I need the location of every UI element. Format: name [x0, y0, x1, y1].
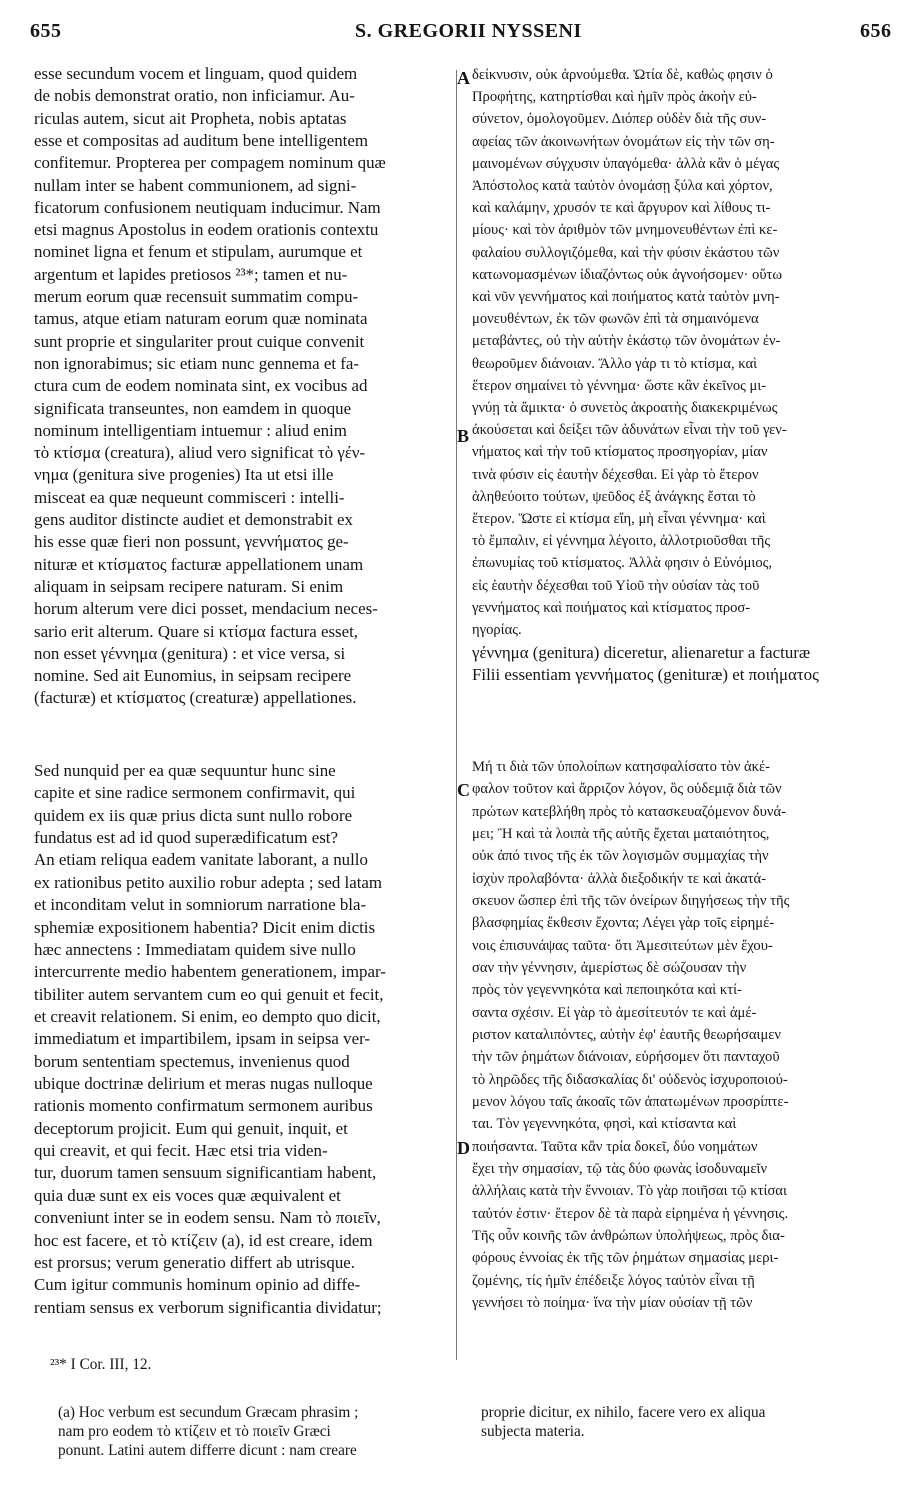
latin-line: intercurrente medio habentem generationem, impar- — [34, 962, 386, 982]
latin-line: esse secundum vocem et linguam, quod quidem — [34, 64, 358, 83]
greek-line: καὶ καλάμην, χρυσόν τε καὶ ἄργυρον καὶ λίθους τι- — [472, 200, 771, 217]
latin-line: misceat ea quæ nequeunt commisceri : intelli- — [34, 487, 345, 507]
greek-line: εἰς ἑαυτὴν δέχεσθαι τοῦ Υἱοῦ τὴν οὐσίαν τὰς τοῦ — [472, 577, 760, 594]
greek-line: ποιήσαντα. Ταῦτα κἂν τρία δοκεῖ, δύο νοημάτων — [472, 1138, 758, 1155]
greek-line: θεωροῦμεν διάνοιαν. Ἄλλο γάρ τι τὸ κτίσμα, καὶ — [472, 355, 758, 372]
section-marker-b: B — [457, 426, 470, 446]
section-marker-d: D — [457, 1138, 470, 1158]
greek-line: βλασφημίας ἔκθεσιν ἔχοντα; Λέγει γὰρ τοῖς εἰρημέ- — [472, 915, 775, 932]
latin-line: τὸ κτίσμα (creatura), aliud vero significat τὸ γέν- — [34, 443, 366, 463]
greek-line: γεννήματος καὶ ποιήματος καὶ κτίσματος προσ- — [472, 599, 751, 616]
greek-line: Ἀπόστολος κατὰ ταὐτὸν ὀνομάσῃ ξύλα καὶ χόρτον, — [472, 178, 773, 194]
greek-line: νοις ἐπισυνάψας ταῦτα· ὅτι Ἀμεσιτεύτων μὲν ἔχου- — [472, 937, 773, 954]
latin-line: rationis momento confirmatum sermonem auribus — [34, 1096, 373, 1116]
greek-line: γέννημα (genitura) diceretur, alienaretur a facturæ — [472, 643, 811, 663]
latin-line: nominet ligna et fenum et stipulam, aurumque et — [34, 242, 363, 262]
latin-line: gens auditor distincte audiet et demonstrabit ex — [34, 510, 353, 529]
latin-line: argentum et lapides pretiosos ²³*; tamen et nu- — [34, 264, 348, 284]
greek-line: ζομένης, τίς ἡμῖν ἐπέδειξε λόγος ταὐτὸν εἶναι τῇ — [472, 1272, 755, 1289]
greek-line: φαλον τοῦτον καὶ ἄρριζον λόγον, ὃς οὐδεμιᾷ διὰ τῶν — [472, 781, 782, 798]
greek-line: νήματος καὶ τὴν τοῦ κτίσματος προσηγορίαν, μίαν — [472, 444, 768, 461]
latin-line: ctura cum de eodem nominata sint, ex vocibus ad — [34, 376, 368, 396]
greek-line: τὸ ληρῶδες τῆς διδασκαλίας δι' οὐδενὸς ἰσχυροποιού- — [472, 1071, 788, 1088]
footnote-line: nam pro eodem τὸ κτίζειν et τὸ ποιεῖν Græci — [58, 1423, 331, 1440]
latin-line: ficatorum confusionem neutiquam inducimur. Nam — [34, 197, 381, 217]
latin-line: quia duæ sunt ex eis voces quæ æquivalent et — [34, 1185, 341, 1205]
greek-line: σαντα σχέσιν. Εἰ γὰρ τὸ ἀμεσίτευτόν τε καὶ ἀμέ- — [472, 1004, 757, 1021]
latin-line: nullam inter se habent communionem, ad signi- — [34, 175, 357, 195]
latin-line: confitemur. Propterea per compagem nominum quæ — [34, 153, 386, 173]
latin-line: aliquam in seipsam recipere naturam. Si enim — [34, 576, 344, 596]
greek-line: ταὐτόν ἐστιν· ἕτερον δὲ τὰ παρὰ εἰρημένα ἡ γέννησις. — [472, 1205, 789, 1222]
column-divider — [456, 70, 457, 1360]
latin-line: etsi magnus Apostolus in eodem orationis contextu — [34, 220, 379, 240]
latin-line: tur, duorum tamen sensuum significantiam habent, — [34, 1163, 377, 1183]
greek-line: ἀκούσεται καὶ δείξει τῶν ἀδυνάτων εἶναι τὴν τοῦ γεν- — [472, 422, 787, 439]
greek-line: μεταβάντες, οὐ τὴν αὐτὴν ἑκάστῳ τῶν ὀνομάτων ἐν- — [472, 333, 781, 350]
footnote-line: proprie dicitur, ex nihilo, facere vero ex aliqua — [481, 1404, 766, 1421]
page-number-right: 656 — [860, 20, 892, 42]
latin-line: νημα (genitura sive progenies) Ita ut etsi ille — [34, 465, 334, 485]
greek-line: ἔχει τὴν σημασίαν, τῷ τὰς δύο φωνὰς ἰσοδυναμεῖν — [472, 1160, 768, 1177]
latin-line: riculas autem, sicut ait Propheta, nobis aptatas — [34, 108, 347, 128]
greek-line: ριστον καταλιπόντες, αὐτὴν ἐφ' ἑαυτῆς θεωρήσαιμεν — [472, 1026, 782, 1043]
footnote-line: ²³* I Cor. III, 12. — [50, 1356, 152, 1373]
greek-line: γνύῃ τὰ ἄμικτα· ὁ συνετὸς ἀκροατὴς διακεκριμένως — [472, 400, 778, 416]
latin-line: hæc annectens : Immediatam quidem sive nullo — [34, 939, 356, 959]
greek-line: μει; Ἢ καὶ τὰ λοιπὰ τῆς αὐτῆς ἔχεται ματαιότητος, — [472, 825, 770, 842]
greek-line: δείκνυσιν, οὐκ ἀρνούμεθα. Ὠτία δὲ, καθὼς φησιν ὁ — [472, 67, 773, 83]
latin-line: qui creavit, et qui fecit. Hæc etsi tria viden- — [34, 1141, 328, 1161]
greek-line: τινὰ φύσιν εἰς ἑαυτὴν δέχεσθαι. Εἰ γὰρ τὸ ἕτερον — [472, 466, 759, 483]
greek-line: ἕτερον σημαίνει τὸ γέννημα· ὥστε κἂν ἐκεῖνος μι- — [472, 377, 767, 394]
greek-line: Filii essentiam γεννήματος (genituræ) et ποιήματος — [472, 665, 819, 685]
latin-line: et inconditam velut in somniorum narratione bla- — [34, 895, 367, 915]
latin-line: (facturæ) et κτίσματος (creaturæ) appellationes. — [34, 688, 357, 708]
greek-line: φαλαίου συλλογιζόμεθα, καὶ τὴν φύσιν ἑκάστου τῶν — [472, 244, 780, 261]
section-marker-c: C — [457, 780, 470, 800]
latin-line: est prorsus; verum generatio differt ab utrisque. — [34, 1252, 355, 1272]
latin-line: An etiam reliqua eadem vanitate laborant, a nullo — [34, 850, 368, 870]
running-title: S. GREGORII NYSSENI — [355, 20, 582, 42]
greek-line: Μή τι διὰ τῶν ὑπολοίπων κατησφαλίσατο τὸν ἀκέ- — [472, 759, 770, 775]
greek-line: σαν τὴν γέννησιν, ἀμερίστως δὲ σώζουσαν τὴν — [472, 959, 747, 976]
greek-line: ἰσχὺν προλαβόντα· ἀλλὰ διεξοδικήν τε καὶ ἀκατά- — [472, 870, 767, 887]
greek-line: μίους· καὶ τὸν ἀριθμὸν τῶν μνημονευθέντων ἐπὶ κε- — [472, 222, 778, 239]
greek-line: φόρους ἐννοίας ἐκ τῆς τῶν ῥημάτων σημασίας μερι- — [472, 1250, 779, 1267]
footnote-line: subjecta materia. — [481, 1423, 585, 1440]
latin-line: conveniunt inter se in eodem sensu. Nam τὸ ποιεῖν, — [34, 1208, 381, 1228]
latin-line: non ignorabimus; sic etiam nunc gennema et fa- — [34, 353, 360, 373]
latin-line: et creavit relationem. Si enim, eo dempto quo dicit, — [34, 1006, 381, 1026]
latin-line: ex rationibus petito auxilio robur adepta ; sed latam — [34, 872, 383, 892]
greek-line: κατωνομασμένων ἰδιαζόντως οὐκ ἀγνοήσομεν· οὕτω — [472, 266, 783, 283]
greek-line: μαινομένων σύγχυσιν ὑπαγόμεθα· ἀλλὰ κἂν ὁ μέγας — [472, 155, 780, 172]
footnote-line: (a) Hoc verbum est secundum Græcam phrasim ; — [58, 1404, 359, 1421]
greek-line: ἐπωνυμίας τοῦ κτίσματος. Ἀλλὰ φησιν ὁ Εὐνόμιος, — [472, 555, 773, 572]
greek-line: γεννήσει τὸ ποίημα· ἵνα τὴν μίαν οὐσίαν τῇ τῶν — [472, 1294, 753, 1311]
latin-line: deceptorum projicit. Eum qui genuit, inquit, et — [34, 1118, 348, 1138]
latin-line: sario erit alterum. Quare si κτίσμα factura esset, — [34, 621, 359, 641]
greek-line: αφείας τῶν ἀκοινωνήτων ὀνομάτων εἰς τὴν τῶν ση- — [472, 133, 775, 150]
greek-line: Τῆς οὖν κοινῆς τῶν ἀνθρώπων ὑπολήψεως, πρὸς δια- — [472, 1227, 785, 1244]
greek-line: Προφήτης, κατηρτίσθαι καὶ ἡμῖν πρὸς ἀκοὴν εὐ- — [472, 89, 757, 106]
latin-line: quidem ex iis quæ prius dicta sunt nullo robore — [34, 805, 353, 825]
latin-line: horum alterum vere dici posset, mendacium neces- — [34, 599, 378, 619]
latin-line: nituræ et κτίσματος facturæ appellationem unam — [34, 554, 364, 574]
latin-line: ubique doctrinæ delirium et meras nugas nulloque — [34, 1074, 373, 1094]
latin-line: Cum igitur communis hominum opinio ad diffe- — [34, 1275, 361, 1295]
latin-line: de nobis demonstrat oratio, non inficiamur. Au- — [34, 86, 355, 106]
latin-line: his esse quæ fieri non possunt, γεννήματος ge- — [34, 532, 349, 552]
greek-line: ἀλλήλαις κατὰ τὴν ἔννοιαν. Τὸ γὰρ ποιῆσαι τῷ κτίσαι — [472, 1183, 787, 1200]
footnote-line: ponunt. Latini autem differre dicunt : nam creare — [58, 1442, 357, 1459]
latin-line: esse et compositas ad auditum bene intelligentem — [34, 130, 368, 150]
latin-line: non esset γέννημα (genitura) : et vice versa, si — [34, 643, 346, 663]
latin-line: nomine. Sed ait Eunomius, in seipsam recipere — [34, 666, 352, 686]
page-number-left: 655 — [30, 20, 62, 42]
latin-line: borum sententiam spectemus, invenienus quod — [34, 1051, 350, 1071]
greek-line: τὴν τῶν ῥημάτων διάνοιαν, εὑρήσομεν ὅτι πανταχοῦ — [472, 1049, 780, 1066]
latin-line: tamus, atque etiam naturam eorum quæ nominata — [34, 309, 368, 329]
latin-line: hoc est facere, et τὸ κτίζειν (a), id est creare, idem — [34, 1230, 373, 1250]
latin-line: Sed nunquid per ea quæ sequuntur hunc sine — [34, 761, 336, 780]
latin-line: fundatus est ad id quod superædificatum est? — [34, 828, 338, 848]
greek-line: μενον λόγου ταῖς ἀκοαῖς τῶν ἀπατωμένων προσρίπτε- — [472, 1093, 789, 1110]
greek-line: ται. Τὸν γεγεννηκότα, φησὶ, καὶ κτίσαντα καὶ — [472, 1116, 737, 1133]
greek-line: πρώτων κατεβλήθη πρὸς τὸ κατασκευαζόμενον δυνά- — [472, 803, 787, 820]
greek-line: ηγορίας. — [472, 622, 522, 638]
latin-line: immediatum et impartibilem, ipsam in seipsa ver- — [34, 1029, 370, 1049]
greek-line: σύνετον, ὁμολογοῦμεν. Διόπερ οὐδὲν διὰ τῆς συν- — [472, 111, 767, 128]
greek-line: ἀληθεύοιτο τούτων, ψεῦδος ἐξ ἀνάγκης ἔσται τὸ — [472, 488, 756, 505]
greek-line: καὶ νῦν γεννήματος καὶ ποιήματος κατὰ ταὐτὸν μνη- — [472, 289, 780, 305]
latin-line: nominum intelligentiam intuemur : aliud enim — [34, 420, 347, 440]
section-marker-a: A — [457, 68, 470, 88]
latin-line: sunt proprie et singulariter prout cuique convenit — [34, 331, 365, 351]
greek-line: μονευθέντων, ἐκ τῶν φωνῶν ἐπὶ τὰ σημαινόμενα — [472, 311, 759, 328]
latin-line: significata transeuntes, non eamdem in quoque — [34, 398, 352, 418]
greek-line: τὸ ἔμπαλιν, εἰ γέννημα λέγοιτο, ἀλλοτριοῦσθαι τῆς — [472, 533, 771, 550]
latin-line: capite et sine radice sermonem confirmavit, qui — [34, 783, 356, 803]
latin-line: merum eorum quæ recensuit summatim compu- — [34, 287, 359, 306]
greek-line: ἕτερον. Ὥστε εἰ κτίσμα εἴη, μὴ εἶναι γέννημα· καὶ — [472, 511, 766, 527]
latin-line: tibiliter autem servantem cum eo qui genuit et fecit, — [34, 984, 384, 1004]
greek-line: οὐκ ἀπό τινος τῆς ἐκ τῶν λογισμῶν συμμαχίας τὴν — [472, 848, 769, 865]
latin-line: rentiam sensus ex verborum significantia dividatur; — [34, 1297, 382, 1317]
latin-line: sphemiæ expositionem habentia? Dicit enim dictis — [34, 917, 376, 937]
greek-line: σκευον ὥσπερ ἐπὶ τῆς τῶν ὀνείρων διηγήσεως τὴν τῆς — [472, 892, 790, 909]
greek-line: πρὸς τὸν γεγεννηκότα καὶ πεποιηκότα καὶ κτί- — [472, 982, 742, 999]
